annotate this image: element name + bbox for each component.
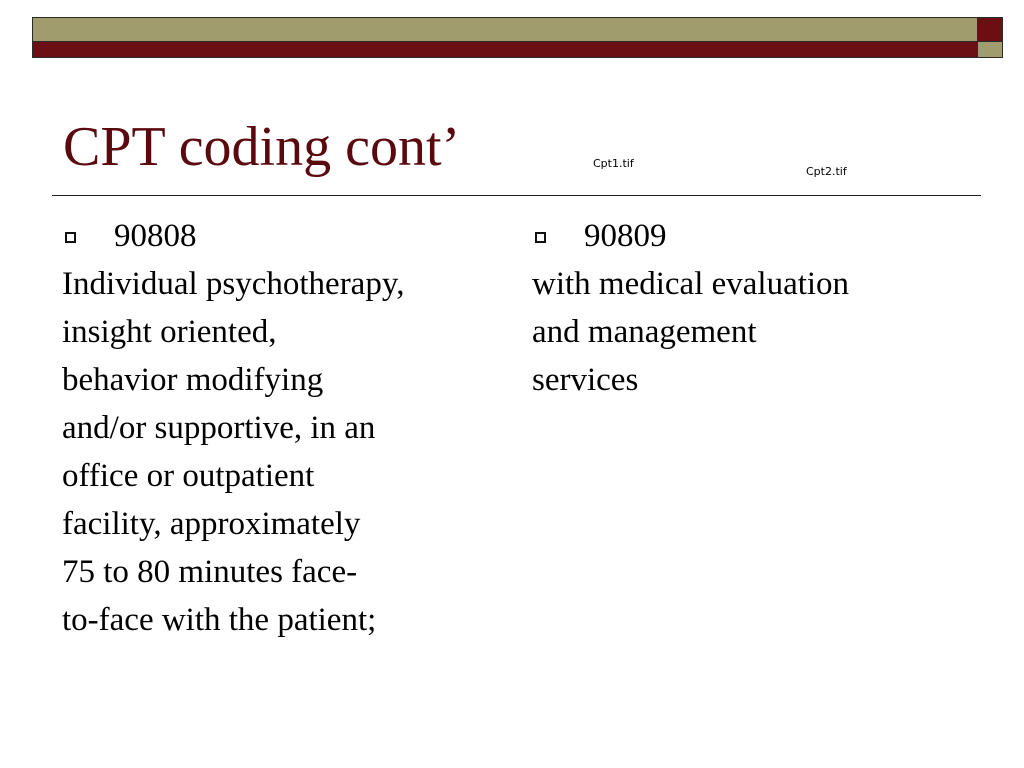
cpt-code-left: 90808 (114, 218, 197, 254)
image-placeholder-label-2: Cpt2.tif (806, 165, 847, 178)
description-line: office or outpatient (62, 458, 315, 494)
bullet-item-left (62, 212, 512, 260)
code-description-left (62, 260, 512, 644)
header-corner-olive-square (978, 42, 1003, 58)
header-corner-red-square (978, 17, 1003, 42)
description-line: services (532, 362, 639, 398)
image-placeholder-label-1: Cpt1.tif (593, 157, 634, 170)
description-line: and/or supportive, in an (62, 410, 376, 446)
left-column (62, 212, 512, 644)
slide-title: CPT coding cont’ (63, 116, 461, 178)
square-bullet-icon (65, 232, 76, 243)
description-line: and management (532, 314, 757, 350)
description-line: insight oriented, (62, 314, 277, 350)
title-divider (52, 195, 981, 196)
header-band-olive (32, 17, 978, 42)
header-band-red (32, 42, 978, 58)
description-line: behavior modifying (62, 362, 324, 398)
description-line: Individual psychotherapy, (62, 266, 405, 302)
description-line: 75 to 80 minutes face- (62, 554, 358, 590)
bullet-item-right (532, 212, 982, 260)
description-line: with medical evaluation (532, 266, 850, 302)
description-line: to-face with the patient; (62, 602, 377, 638)
code-description-right (532, 260, 982, 404)
right-column (532, 212, 982, 404)
cpt-code-right: 90809 (584, 218, 667, 254)
square-bullet-icon (535, 232, 546, 243)
description-line: facility, approximately (62, 506, 361, 542)
